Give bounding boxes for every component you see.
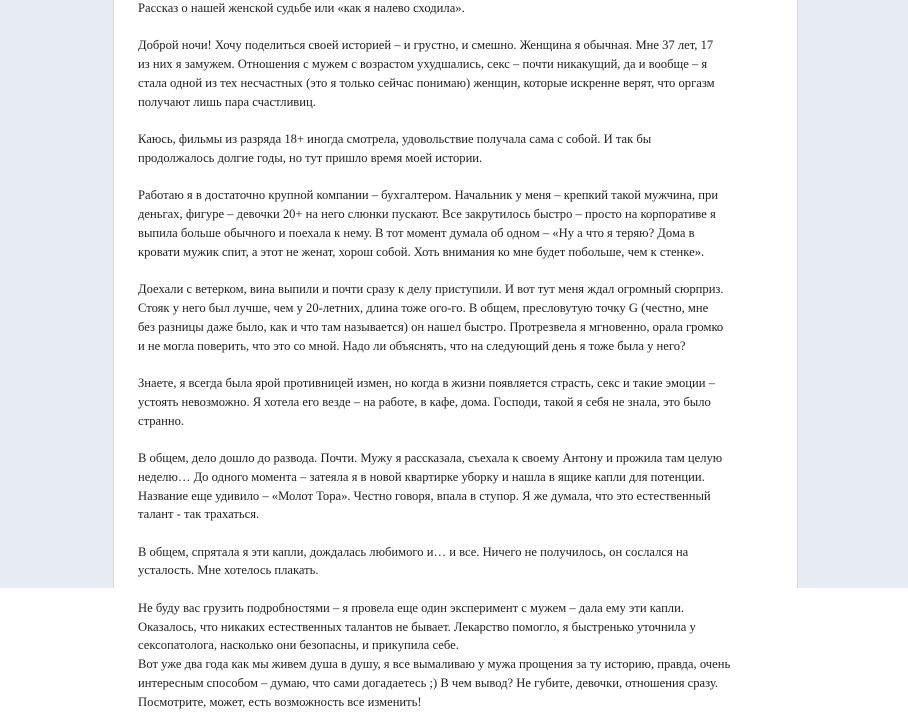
article-body [138,0,778,712]
article-paragraph [138,543,778,581]
article-paragraph [138,280,778,355]
article-title: Рассказ о нашей женской судьбе или «как я налево сходила». [138,1,465,15]
article-paragraph [138,449,778,524]
paragraph-line: Не буду вас грузить подробностями – я провела еще один эксперимент с мужем – дала ему эти капли. [138,600,684,615]
paragraph-line: неделю… До одного момента – затеяла я в новой квартирке уборку и нашла в ящике капли для потенции. [138,469,705,484]
paragraph-line: устоять невозможно. Я хотела его везде – на работе, в кафе, дома. Господи, такой я себя не знала, это было [138,394,711,409]
paragraph-line: В общем, дело дошло до развода. Почти. Мужу я рассказала, съехала к своему Антону и прожила там целую [138,450,723,465]
paragraph-line: талант - так трахаться. [138,507,260,522]
paragraph-line: получают лишь пара счастливиц. [138,94,316,109]
paragraph-line: Название еще удивило – «Молот Тора». Честно говоря, впала в ступор. Я же думала, что это естественный [138,488,711,503]
article-paragraph [138,599,778,655]
article-paragraph [138,186,778,261]
paragraph-line: Доброй ночи! Хочу поделиться своей историей – и грустно, и смешно. Женщина я обычная. Мне 37 лет, 17 [138,38,714,53]
paragraph-line: Знаете, я всегда была ярой противницей измен, но когда в жизни появляется страсть, секс и такие эмоции – [138,375,715,390]
paragraph-line: усталость. Мне хотелось плакать. [138,563,319,578]
left-margin-panel [0,0,114,588]
paragraph-line: кровати мужик спит, а этот не женат, хорош собой. Хоть внимания ко мне будет побольше, чем к стенке». [138,244,705,259]
paragraph-line: деньгах, фигуре – девочки 20+ на него слюнки пускают. Все закрутилось быстро – просто на корпоративе я [138,207,716,222]
article-paragraph [138,130,778,168]
paragraph-line: Доехали с ветерком, вина выпили и почти сразу к делу приступили. И вот тут меня ждал огромный сюрприз. [138,282,724,297]
paragraph-line: без разницы даже было, как и что там называется) он нашел быстро. Протрезвела я мгновенно, орала громко [138,319,724,334]
paragraph-line: В общем, спрятала я эти капли, дождалась любимого и… и все. Ничего не получилось, он сослался на [138,544,689,559]
paragraph-line: Вот уже два года как мы живем душа в душу, я все вымаливаю у мужа прощения за ту историю, правда, очень [138,657,731,672]
paragraph-line: странно. [138,413,185,428]
paragraph-line: сексопатолога, насколько они безопасны, и прикупила себе. [138,638,459,653]
right-margin-panel [797,0,908,588]
paragraph-line: Работаю я в достаточно крупной компании – бухгалтером. Начальник у меня – крепкий такой мужчина, при [138,188,719,203]
paragraph-line: интересным способом – думаю, что сами догадаетесь ;) В чем вывод? Не губите, девочки, отношения сразу. [138,676,719,691]
article-paragraphs [138,36,778,711]
paragraph-line: Каюсь, фильмы из разряда 18+ иногда смотрела, удовольствие получала сама с собой. И так бы [138,132,652,147]
article-paragraph [138,374,778,430]
paragraph-line: Посмотрите, может, есть возможность все изменить! [138,694,422,709]
paragraph-line: продолжалось долгие годы, но тут пришло время моей истории. [138,150,483,165]
paragraph-line: Стояк у него был лучше, чем у 20-летних, длина тоже ого-го. В общем, пресловутую точку G (честно, мне [138,300,709,315]
paragraph-line: стала одной из тех несчастных (это я только сейчас понимаю) женщин, которые искренне верят, что оргазм [138,75,715,90]
article-paragraph [138,655,778,711]
paragraph-line: из них я замужем. Отношения с мужем с возрастом ухудшались, секс – почти никакущий, да и вообще – я [138,57,708,72]
paragraph-line: выпила больше обычного и поехала к нему. В тот момент думала об одном – «Ну а что я теряю? Дома в [138,225,695,240]
article-paragraph [138,36,778,111]
paragraph-line: и не могла поверить, что это со мной. Надо ли объяснять, что на следующий день я тоже была у него? [138,338,686,353]
paragraph-line: Оказалось, что никаких естественных талантов не бывает. Лекарство помогло, я быстренько уточнила у [138,619,696,634]
